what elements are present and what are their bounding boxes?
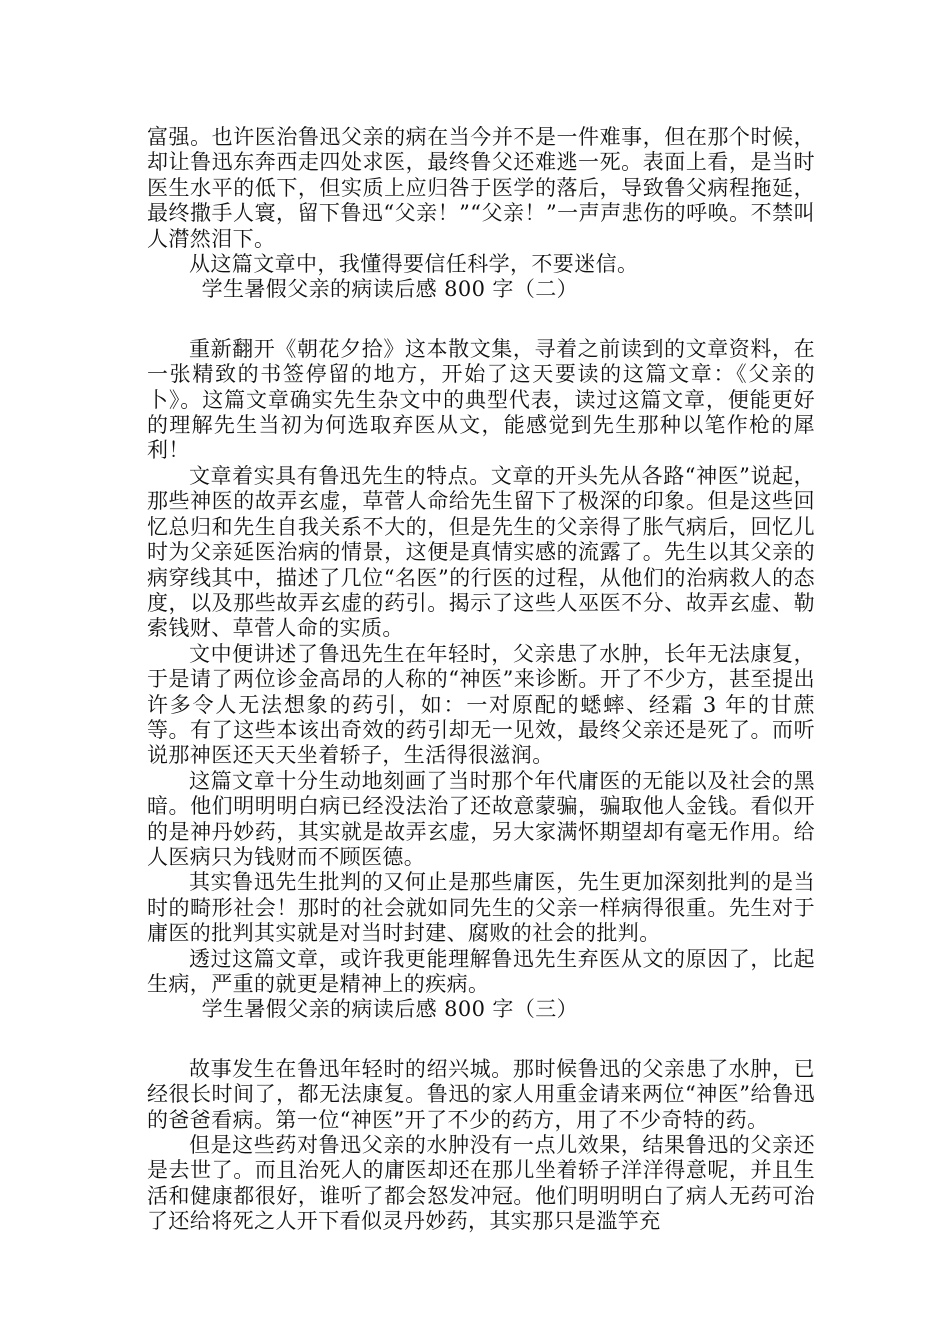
paragraph: 透过这篇文章，或许我更能理解鲁迅先生弃医从文的原因了，比起生病，严重的就更是精神上的疾病。 [147,946,815,996]
section-heading: 学生暑假父亲的病读后感 800 字（三） [201,997,579,1022]
paragraph: 富强。也许医治鲁迅父亲的病在当今并不是一件难事，但在那个时候，却让鲁迅东奔西走四处求医，最终鲁父还难逃一死。表面上看，是当时医生水平的低下，但实质上应归咎于医学的落后，导致鲁父病程拖延，最终撒手人寰，留下鲁迅“父亲！”“父亲！”一声声悲伤的呼唤。不禁叫人潸然泪下。 [147,125,815,251]
section-spacer [147,1023,815,1057]
paragraph: 文章着实具有鲁迅先生的特点。文章的开头先从各路“神医”说起，那些神医的故弄玄虚，草菅人命给先生留下了极深的印象。但是这些回忆总归和先生自我关系不大的，但是先生的父亲得了胀气病后，回忆儿时为父亲延医治病的情景，这便是真情实感的流露了。先生以其父亲的病穿线其中，描述了几位“名医”的行医的过程，从他们的治病救人的态度，以及那些故弄玄虚的药引。揭示了这些人巫医不分、故弄玄虚、勒索钱财、草菅人命的实质。 [147,463,815,641]
paragraph: 故事发生在鲁迅年轻时的绍兴城。那时候鲁迅的父亲患了水肿，已经很长时间了，都无法康复。鲁迅的家人用重金请来两位“神医”给鲁迅的爸爸看病。第一位“神医”开了不少的药方，用了不少奇特的药。 [147,1056,815,1132]
paragraph: 这篇文章十分生动地刻画了当时那个年代庸医的无能以及社会的黑暗。他们明明明白病已经没法治了还故意蒙骗，骗取他人金钱。看似开的是神丹妙药，其实就是故弄玄虚，另大家满怀期望却有毫无作用。给人医病只为钱财而不顾医德。 [147,768,815,869]
section-spacer [147,303,815,337]
paragraph: 其实鲁迅先生批判的又何止是那些庸医，先生更加深刻批判的是当时的畸形社会！那时的社会就如同先生的父亲一样病得很重。先生对于庸医的批判其实就是对当时封建、腐败的社会的批判。 [147,870,815,946]
paragraph: 重新翻开《朝花夕拾》这本散文集，寻着之前读到的文章资料，在一张精致的书签停留的地方，开始了这天要读的这篇文章：《父亲的卜》。这篇文章确实先生杂文中的典型代表，读过这篇文章，便能更好的理解先生当初为何选取弃医从文，能感觉到先生那种以笔作枪的犀利！ [147,336,815,463]
paragraph: 文中便讲述了鲁迅先生在年轻时，父亲患了水肿，长年无法康复，于是请了两位诊金高昂的人称的“神医”来诊断。开了不少方，甚至提出许多令人无法想象的药引，如：一对原配的蟋蟀、经霜 3 年的甘蔗等。有了这些本该出奇效的药引却无一见效，最终父亲还是死了。而听说那神医还天天坐着轿子，生活得很滋润。 [147,641,815,768]
document-body [147,125,815,1235]
paragraph: 从这篇文章中，我懂得要信任科学，不要迷信。 [189,252,639,277]
section-heading: 学生暑假父亲的病读后感 800 字（二） [201,277,579,302]
paragraph: 但是这些药对鲁迅父亲的水肿没有一点儿效果，结果鲁迅的父亲还是去世了。而且治死人的庸医却还在那儿坐着轿子洋洋得意呢，并且生活和健康都很好，谁听了都会怒发冲冠。他们明明明白了病人无药可治了还给将死之人开下看似灵丹妙药，其实那只是滥竽充 [147,1133,815,1234]
